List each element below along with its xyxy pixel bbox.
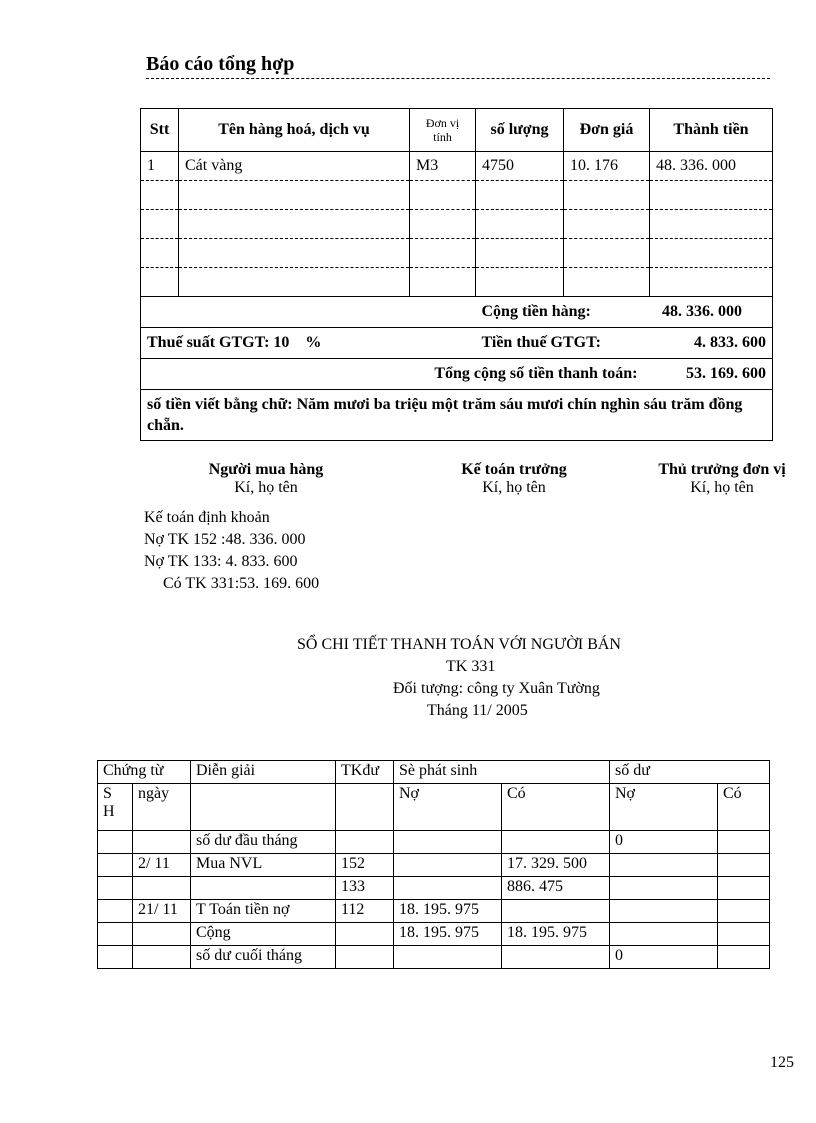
ledger-header-row-2 <box>98 784 770 831</box>
cell-balance-debit <box>610 877 718 900</box>
ledger-month: Tháng 11/ 2005 <box>427 702 528 719</box>
signature-chief-accountant <box>414 461 614 497</box>
vat-row <box>141 328 773 359</box>
cell-description <box>191 877 336 900</box>
cell-balance-credit <box>718 923 770 946</box>
header-movement: Sè phát sinh <box>394 761 610 784</box>
cell-balance-credit <box>718 900 770 923</box>
subtotal-value: 48. 336. 000 <box>650 297 773 328</box>
item-unit: M3 <box>410 152 476 181</box>
cell-description: Cộng <box>191 923 336 946</box>
ledger-row <box>98 877 770 900</box>
total-value: 53. 169. 600 <box>650 359 773 390</box>
vat-value: 4. 833. 600 <box>650 328 773 359</box>
header-unit-line2: tính <box>433 130 452 144</box>
cell-sh <box>98 900 133 923</box>
vat-rate: Thuế suất GTGT: 10 % <box>141 328 476 359</box>
subtotal-label: Cộng tiền hàng: <box>476 297 650 328</box>
ledger-header-row-1 <box>98 761 770 784</box>
header-credit: Có <box>502 784 610 831</box>
cell-credit <box>502 831 610 854</box>
cell-credit: 886. 475 <box>502 877 610 900</box>
cell-date <box>133 877 191 900</box>
amount-in-words-row <box>141 390 773 441</box>
ledger-table <box>97 760 770 969</box>
invoice-empty-row <box>141 210 773 239</box>
cell-balance-credit <box>718 946 770 969</box>
signature-buyer <box>166 461 366 497</box>
cell-contra-account: 112 <box>336 900 394 923</box>
cell-description: T Toán tiền nợ <box>191 900 336 923</box>
cell-debit <box>394 877 502 900</box>
cell-sh <box>98 877 133 900</box>
cell-contra-account <box>336 923 394 946</box>
cell-credit: 17. 329. 500 <box>502 854 610 877</box>
signature-director-title: Thủ trưởng đơn vị <box>658 461 786 478</box>
header-balance-credit: Có <box>718 784 770 831</box>
cell-sh <box>98 831 133 854</box>
accounting-line-2: Nợ TK 133: 4. 833. 600 <box>144 553 298 570</box>
cell-credit <box>502 946 610 969</box>
cell-balance-debit: 0 <box>610 831 718 854</box>
header-unit <box>410 109 476 152</box>
invoice-item-row <box>141 152 773 181</box>
ledger-row <box>98 900 770 923</box>
report-title: Báo cáo tổng hợp <box>146 53 295 75</box>
cell-date: 2/ 11 <box>133 854 191 877</box>
ledger-subject: Đối tượng: công ty Xuân Tường <box>393 680 600 697</box>
ledger-row <box>98 946 770 969</box>
header-sh: S H <box>98 784 133 831</box>
accounting-line-1: Nợ TK 152 :48. 336. 000 <box>144 531 306 548</box>
total-label: Tổng cộng số tiền thanh toán: <box>141 359 650 390</box>
cell-balance-debit: 0 <box>610 946 718 969</box>
signature-director-note: Kí, họ tên <box>690 479 754 496</box>
invoice-empty-row <box>141 181 773 210</box>
accounting-entries <box>144 507 319 595</box>
cell-debit: 18. 195. 975 <box>394 900 502 923</box>
signature-buyer-title: Người mua hàng <box>208 461 324 478</box>
header-amount: Thành tiền <box>650 109 773 152</box>
amount-in-words: số tiền viết bằng chữ: Năm mươi ba triệu một trăm sáu mươi chín nghìn sáu trăm đồng chẵn. <box>141 390 773 441</box>
header-quantity: số lượng <box>476 109 564 152</box>
cell-contra-account: 152 <box>336 854 394 877</box>
header-debit: Nợ <box>394 784 502 831</box>
accounting-heading: Kế toán định khoản <box>144 509 270 526</box>
cell-debit <box>394 854 502 877</box>
header-item-name: Tên hàng hoá, dịch vụ <box>179 109 410 152</box>
vat-label: Tiền thuế GTGT: <box>476 328 650 359</box>
header-balance-debit: Nợ <box>610 784 718 831</box>
cell-date <box>133 946 191 969</box>
ledger-title: SỔ CHI TIẾT THANH TOÁN VỚI NGƯỜI BÁN <box>297 636 621 653</box>
cell-sh <box>98 854 133 877</box>
header-unit-price: Đơn giá <box>564 109 650 152</box>
signature-director <box>630 461 814 497</box>
ledger-heading <box>0 634 816 722</box>
cell-sh <box>98 946 133 969</box>
cell-credit <box>502 900 610 923</box>
cell-balance-debit <box>610 900 718 923</box>
cell-description: số dư đầu tháng <box>191 831 336 854</box>
header-stt: Stt <box>141 109 179 152</box>
total-row <box>141 359 773 390</box>
cell-balance-debit <box>610 923 718 946</box>
header-description: Diễn giải <box>191 761 336 784</box>
ledger-row <box>98 854 770 877</box>
ledger-account: TK 331 <box>446 658 496 675</box>
ledger-row <box>98 831 770 854</box>
cell-debit: 18. 195. 975 <box>394 923 502 946</box>
item-quantity: 4750 <box>476 152 564 181</box>
invoice-header-row <box>141 109 773 152</box>
cell-sh <box>98 923 133 946</box>
item-stt: 1 <box>141 152 179 181</box>
cell-balance-debit <box>610 854 718 877</box>
cell-credit: 18. 195. 975 <box>502 923 610 946</box>
cell-balance-credit <box>718 831 770 854</box>
invoice-table <box>140 108 773 441</box>
cell-balance-credit <box>718 854 770 877</box>
header-balance: số dư <box>610 761 770 784</box>
accounting-line-3: Có TK 331:53. 169. 600 <box>163 575 320 592</box>
signature-buyer-note: Kí, họ tên <box>234 479 298 496</box>
item-name: Cát vàng <box>179 152 410 181</box>
item-amount: 48. 336. 000 <box>650 152 773 181</box>
invoice-empty-row <box>141 239 773 268</box>
header-voucher: Chứng từ <box>98 761 191 784</box>
cell-description: số dư cuối tháng <box>191 946 336 969</box>
header-date: ngày <box>133 784 191 831</box>
signature-chief-accountant-note: Kí, họ tên <box>482 479 546 496</box>
cell-debit <box>394 946 502 969</box>
subtotal-row <box>141 297 773 328</box>
cell-debit <box>394 831 502 854</box>
invoice-empty-row <box>141 268 773 297</box>
cell-date <box>133 831 191 854</box>
title-divider <box>146 78 770 79</box>
signature-chief-accountant-title: Kế toán trưởng <box>461 461 567 478</box>
cell-contra-account: 133 <box>336 877 394 900</box>
item-unit-price: 10. 176 <box>564 152 650 181</box>
cell-date: 21/ 11 <box>133 900 191 923</box>
cell-contra-account <box>336 946 394 969</box>
ledger-row <box>98 923 770 946</box>
cell-description: Mua NVL <box>191 854 336 877</box>
cell-contra-account <box>336 831 394 854</box>
header-contra-account: TKđư <box>336 761 394 784</box>
cell-balance-credit <box>718 877 770 900</box>
header-unit-line1: Đơn vị <box>425 116 460 130</box>
page-number: 125 <box>770 1054 794 1071</box>
cell-date <box>133 923 191 946</box>
